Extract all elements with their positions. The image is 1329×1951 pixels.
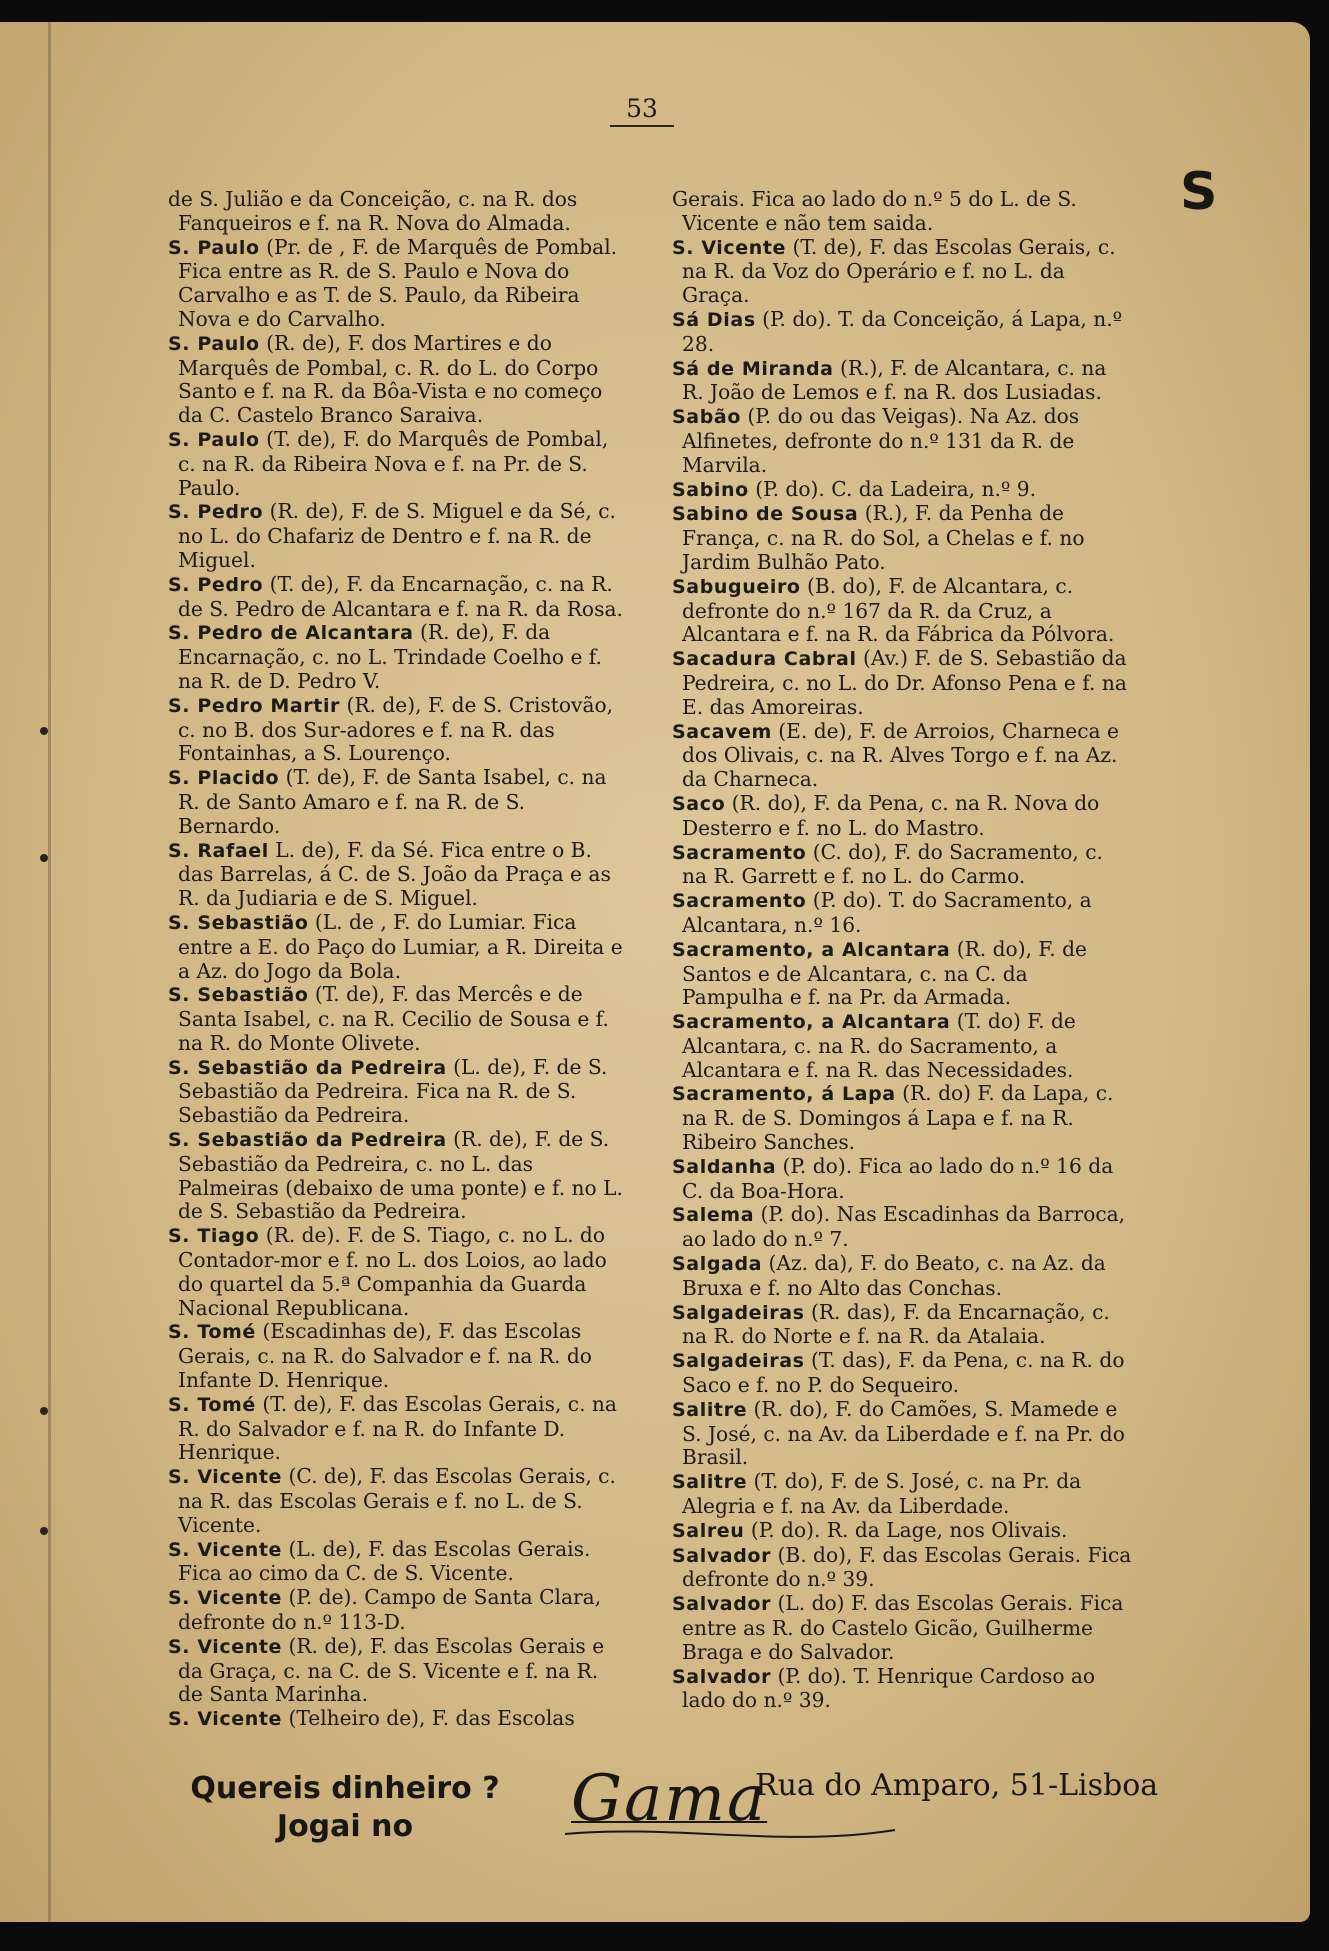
street-name: Sá de Miranda <box>672 357 834 380</box>
street-name: S. Vicente <box>168 1466 283 1489</box>
street-entry <box>168 911 628 983</box>
section-letter: S <box>1180 162 1218 222</box>
street-name: Sabugueiro <box>672 575 801 598</box>
street-description: (P. do ou das Veigas). Na Az. dos Alfinetes, defronte do n.º 131 da R. de Marvila. <box>682 404 1080 477</box>
left-column <box>168 188 628 1732</box>
street-description: (E. de), F. de Arroios, Charneca e dos Olivais, c. na R. Alves Torgo e f. na Az. da Charneca. <box>682 718 1119 792</box>
street-entry <box>168 983 628 1055</box>
ad-slogan-line2: Jogai no <box>276 1809 414 1844</box>
street-name: S. Sebastião da Pedreira <box>168 1129 447 1152</box>
street-name: Saldanha <box>672 1155 777 1178</box>
book-page <box>0 22 1310 1922</box>
street-name: Salreu <box>672 1519 745 1542</box>
street-name: Salgadeiras <box>672 1301 805 1324</box>
street-description: (P. de). Campo de Santa Clara, defronte do n.º 113-D. <box>178 1585 602 1635</box>
street-name: Salema <box>672 1204 755 1227</box>
street-entry <box>168 1707 628 1732</box>
ad-slogan-line1: Quereis dinheiro ? <box>190 1771 500 1806</box>
binding-hole <box>40 727 48 735</box>
street-name: S. Sebastião da Pedreira <box>168 1056 447 1079</box>
street-name: S. Pedro <box>168 501 264 524</box>
street-entry <box>168 839 628 911</box>
street-description: (B. do), F. de Alcantara, c. defronte do n.º 167 da R. da Cruz, a Alcantara e f. na R. da Fábrica da Pólvora. <box>682 573 1115 647</box>
street-description: (R. do), F. do Camões, S. Mamede e S. José, c. na Av. da Liberdade e f. na Pr. do Brasil. <box>682 1396 1125 1470</box>
street-description: (Telheiro de), F. das Escolas <box>288 1706 575 1731</box>
street-name: S. Paulo <box>168 428 260 451</box>
street-entry <box>168 1056 628 1128</box>
street-entry <box>672 1519 1132 1544</box>
street-entry <box>672 357 1132 406</box>
street-description: (L. de), F. de S. Sebastião da Pedreira. Fica na R. de S. Sebastião da Pedreira. <box>178 1054 608 1128</box>
street-description: (R.), F. da Penha de França, c. na R. do Sol, a Chelas e f. no Jardim Bulhão Pato. <box>682 501 1085 574</box>
street-name: Salvador <box>672 1593 772 1616</box>
street-description: (T. das), F. da Pena, c. na R. do Saco e f. no P. do Sequeiro. <box>682 1348 1125 1398</box>
street-description: (R. do), F. da Pena, c. na R. Nova do Desterro e f. no L. do Mastro. <box>682 790 1100 840</box>
street-entry <box>168 428 628 500</box>
ad-brand-name: Gama <box>571 1762 768 1836</box>
street-entry <box>168 1128 628 1224</box>
street-name: Sacadura Cabral <box>672 648 857 671</box>
street-name: S. Tiago <box>168 1225 260 1248</box>
street-description: (R. de), F. das Escolas Gerais e da Graça, c. na C. de S. Vicente e f. na R. de Santa Marinha. <box>178 1633 605 1707</box>
street-entry <box>168 1393 628 1465</box>
street-entry <box>672 405 1132 477</box>
street-entry <box>672 1470 1132 1519</box>
street-name: Sabão <box>672 406 741 429</box>
street-description: (L. de , F. do Lumiar. Fica entre a E. do Paço do Lumiar, a R. Direita e a Az. do Jogo da Bola. <box>178 909 623 983</box>
street-name: Sá Dias <box>672 308 756 331</box>
street-entry <box>168 621 628 693</box>
street-entry <box>672 236 1132 308</box>
street-description: L. de), F. da Sé. Fica entre o B. das Barrelas, á C. de S. João da Praça e as R. da Judiaria e de S. Miguel. <box>178 837 611 911</box>
street-description: (P. do). Nas Escadinhas da Barroca, ao lado do n.º 7. <box>682 1202 1126 1252</box>
street-name: S. Sebastião <box>168 911 309 934</box>
street-name: S. Vicente <box>168 1708 283 1731</box>
street-name: Salitre <box>672 1471 748 1494</box>
street-entry <box>168 1320 628 1392</box>
street-entry <box>672 1082 1132 1154</box>
street-description: (T. do) F. de Alcantara, c. na R. do Sacramento, a Alcantara e f. na R. das Necessidades. <box>682 1009 1076 1082</box>
street-description: (R. de), F. dos Martires e do Marquês de Pombal, c. R. do L. do Corpo Santo e f. na R. da Bôa-Vista e no começo da C. Castelo Branco Saraiva. <box>178 330 603 428</box>
street-name: Salvador <box>672 1544 772 1567</box>
street-entry <box>672 575 1132 647</box>
street-entry <box>672 1155 1132 1204</box>
street-description: (T. de), F. do Marquês de Pombal, c. na R. da Ribeira Nova e f. na Pr. de S. Paulo. <box>178 426 609 500</box>
street-description: (R. de). F. de S. Tiago, c. no L. do Contador-mor e f. no L. dos Loios, ao lado do quartel da 5.ª Companhia da Guarda Nacional Republicana. <box>178 1223 607 1320</box>
street-description: (P. do). T. Henrique Cardoso ao lado do n.º 39. <box>682 1663 1096 1713</box>
street-name: Sabino de Sousa <box>672 503 859 526</box>
street-name: S. Rafael <box>168 839 269 862</box>
street-description: (T. de), F. da Encarnação, c. na R. de S. Pedro de Alcantara e f. na R. da Rosa. <box>178 571 623 621</box>
street-name: S. Paulo <box>168 236 260 259</box>
street-entry <box>168 1586 628 1635</box>
street-entry <box>672 1398 1132 1470</box>
street-description: (Av.) F. de S. Sebastião da Pedreira, c. no L. do Dr. Afonso Pena e f. na E. das Amoreiras. <box>682 646 1127 719</box>
street-name: Salitre <box>672 1398 748 1421</box>
right-column <box>672 188 1132 1713</box>
street-description: (T. do), F. de S. José, c. na Pr. da Alegria e f. na Av. da Liberdade. <box>682 1469 1082 1519</box>
street-entry <box>672 1544 1132 1593</box>
street-description: (R. de), F. de S. Miguel e da Sé, c. no L. do Chafariz de Dentro e f. na R. de Miguel. <box>178 499 616 572</box>
ad-address: Rua do Amparo, 51-Lisboa <box>755 1768 1159 1803</box>
street-name: Sacramento <box>672 890 807 913</box>
street-description: Gerais. Fica ao lado do n.º 5 do L. de S. Vicente e não tem saida. <box>672 187 1077 235</box>
street-description: (T. de), F. das Escolas Gerais, c. na R. da Voz do Operário e f. no L. da Graça. <box>682 234 1116 308</box>
street-name: S. Vicente <box>168 1635 283 1658</box>
street-name: S. Vicente <box>168 1587 283 1610</box>
street-description: de S. Julião e da Conceição, c. na R. dos Fanqueiros e f. na R. Nova do Almada. <box>168 187 578 235</box>
street-description: (P. do). C. da Ladeira, n.º 9. <box>755 476 1037 501</box>
street-description: (C. do), F. do Sacramento, c. na R. Garrett e f. no L. do Carmo. <box>682 839 1103 889</box>
street-description: (P. do). T. do Sacramento, a Alcantara, n.º 16. <box>682 888 1092 937</box>
street-name: Salgada <box>672 1253 763 1276</box>
street-entry <box>168 1635 628 1707</box>
street-name: S. Pedro <box>168 573 264 596</box>
street-description: (C. de), F. das Escolas Gerais, c. na R. das Escolas Gerais e f. no L. de S. Vicente. <box>178 1464 616 1537</box>
street-entry <box>672 841 1132 890</box>
street-entry <box>168 188 628 236</box>
street-name: Sacavem <box>672 720 772 743</box>
street-entry <box>168 694 628 766</box>
street-description: (P. do). R. da Lage, nos Olivais. <box>750 1517 1068 1542</box>
street-entry <box>672 1665 1132 1714</box>
street-description: (L. do) F. das Escolas Gerais. Fica entre as R. do Castelo Gicão, Guilherme Braga e do Salvador. <box>682 1591 1124 1664</box>
street-entry <box>672 792 1132 841</box>
street-description: (R. do) F. da Lapa, c. na R. de S. Domingos á Lapa e f. na R. Ribeiro Sanches. <box>682 1081 1114 1155</box>
street-description: (P. do). Fica ao lado do n.º 16 da C. da Boa-Hora. <box>682 1153 1114 1203</box>
street-name: S. Tomé <box>168 1393 256 1416</box>
street-entry <box>168 1224 628 1320</box>
street-description: (Escadinhas de), F. das Escolas Gerais, c. na R. do Salvador e f. na R. do Infante D. Henrique. <box>178 1319 592 1393</box>
street-name: S. Vicente <box>168 1538 283 1561</box>
street-name: Salvador <box>672 1665 772 1688</box>
street-entry <box>168 1538 628 1587</box>
street-entry <box>672 1349 1132 1398</box>
street-name: S. Vicente <box>672 236 787 259</box>
page-number: 53 <box>610 94 674 127</box>
street-name: S. Paulo <box>168 332 260 355</box>
street-entry <box>672 478 1132 503</box>
street-entry <box>672 647 1132 719</box>
street-entry <box>672 1203 1132 1252</box>
street-entry <box>672 188 1132 236</box>
street-entry <box>672 1010 1132 1082</box>
street-name: S. Placido <box>168 767 280 790</box>
street-description: (Az. da), F. do Beato, c. na Az. da Bruxa e f. no Alto das Conchas. <box>682 1251 1106 1300</box>
street-description: (R. de), F. de S. Cristovão, c. no B. dos Sur-adores e f. na R. das Fontainhas, a S. Lourenço. <box>178 692 614 766</box>
street-name: S. Sebastião <box>168 984 309 1007</box>
street-description: (R. das), F. da Encarnação, c. na R. do Norte e f. na R. da Atalaia. <box>682 1299 1110 1349</box>
street-entry <box>168 573 628 622</box>
street-name: S. Pedro de Alcantara <box>168 622 414 645</box>
street-name: S. Pedro Martir <box>168 694 341 717</box>
street-description: (T. de), F. das Mercês e de Santa Isabel, c. na R. Cecilio de Sousa e f. na R. do Monte Olivete. <box>178 982 609 1055</box>
street-description: (P. do). T. da Conceição, á Lapa, n.º 28. <box>682 306 1123 356</box>
street-entry <box>168 236 628 332</box>
street-description: (L. de), F. das Escolas Gerais. Fica ao cimo da C. de S. Vicente. <box>178 1536 591 1586</box>
advertisement <box>155 1760 1165 1850</box>
binding-hole <box>40 1527 48 1535</box>
street-entry <box>672 889 1132 938</box>
street-name: Sacramento, a Alcantara <box>672 1011 951 1034</box>
street-name: Sacramento, á Lapa <box>672 1083 896 1106</box>
street-description: (R. de), F. de S. Sebastião da Pedreira, c. no L. das Palmeiras (debaixo de uma ponte) e f. no L. de S. Sebastião da Pedreira. <box>178 1127 623 1224</box>
street-name: Sacramento, a Alcantara <box>672 938 951 961</box>
street-entry <box>672 1252 1132 1301</box>
street-entry <box>672 502 1132 574</box>
street-description: (B. do), F. das Escolas Gerais. Fica defronte do n.º 39. <box>682 1542 1132 1592</box>
street-description: (T. de), F. das Escolas Gerais, c. na R. do Salvador e f. na R. do Infante D. Henrique. <box>178 1391 617 1465</box>
street-name: Sabino <box>672 478 749 501</box>
street-entry <box>672 308 1132 357</box>
street-description: (Pr. de , F. de Marquês de Pombal. Fica entre as R. de S. Paulo e Nova do Carvalho e as T. de S. Paulo, da Ribeira Nova e do Carvalho. <box>178 234 618 331</box>
street-entry <box>672 720 1132 792</box>
binding-hole <box>40 1407 48 1415</box>
ad-slogan <box>155 1770 535 1846</box>
binding-gutter <box>48 22 51 1922</box>
street-entry <box>672 1301 1132 1350</box>
street-entry <box>168 332 628 428</box>
street-description: (R.), F. de Alcantara, c. na R. João de Lemos e f. na R. dos Lusiadas. <box>682 355 1107 405</box>
street-description: (T. de), F. de Santa Isabel, c. na R. de Santo Amaro e f. na R. de S. Bernardo. <box>178 765 607 838</box>
binding-hole <box>40 854 48 862</box>
street-entry <box>168 500 628 572</box>
street-description: (R. do), F. de Santos e de Alcantara, c. na C. da Pampulha e f. na Pr. da Armada. <box>682 936 1087 1010</box>
street-entry <box>168 766 628 838</box>
street-entry <box>168 1465 628 1537</box>
street-name: Saco <box>672 792 726 815</box>
street-name: Salgadeiras <box>672 1350 805 1373</box>
street-name: S. Tomé <box>168 1321 256 1344</box>
street-description: (R. de), F. da Encarnação, c. no L. Trindade Coelho e f. na R. de D. Pedro V. <box>178 620 602 693</box>
street-name: Sacramento <box>672 841 807 864</box>
street-entry <box>672 1592 1132 1664</box>
street-entry <box>672 938 1132 1010</box>
